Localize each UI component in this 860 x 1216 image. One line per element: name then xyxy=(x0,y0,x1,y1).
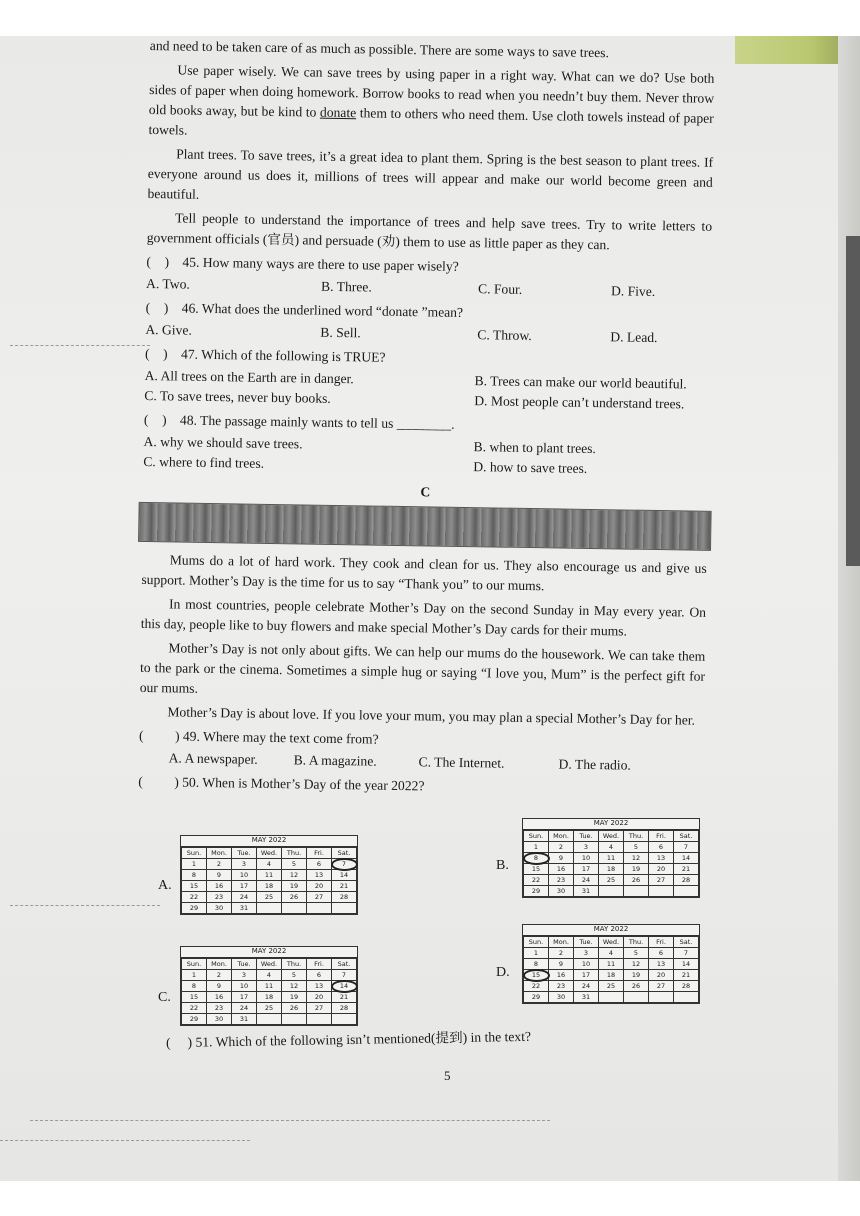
option-label-d: D. xyxy=(496,965,510,980)
calendar-day-cell: 15 xyxy=(524,970,549,981)
calendar-day-cell: 15 xyxy=(182,881,207,892)
calendar-day-cell: 12 xyxy=(624,853,649,864)
calendar-header-cell: Sun. xyxy=(524,831,549,842)
calendar-day-cell: 8 xyxy=(524,959,549,970)
calendar-day-cell: 5 xyxy=(282,859,307,870)
calendar-day-cell: 13 xyxy=(649,959,674,970)
calendar-header-cell: Tue. xyxy=(232,848,257,859)
calendar-day-cell: 19 xyxy=(282,992,307,1003)
calendar-day-cell: 12 xyxy=(282,870,307,881)
passage-b-p1: Use paper wisely. We can save trees by using paper in a right way. What can we do? Use both sides of paper when doing homework. Borrow books to read when you needn’t buy them. Never throw old books away, but be kind to donate them to others who need them. Use cloth towels instead of paper towels. xyxy=(148,62,715,138)
calendar-day-cell: 16 xyxy=(549,970,574,981)
calendar-day-cell: 21 xyxy=(332,881,357,892)
calendar-day-cell: 23 xyxy=(207,892,232,903)
calendar-day-cell: 21 xyxy=(332,992,357,1003)
calendar-day-cell: 29 xyxy=(524,992,549,1003)
calendar-day-cell: 31 xyxy=(232,903,257,914)
calendar-day-cell: 8 xyxy=(182,870,207,881)
calendar-header-cell: Mon. xyxy=(207,959,232,970)
calendar-day-cell: 17 xyxy=(232,881,257,892)
calendar-day-cell: 7 xyxy=(674,842,699,853)
calendar-day-cell: 19 xyxy=(624,970,649,981)
calendar-header-cell: Sat. xyxy=(674,937,699,948)
calendar-title: MAY 2022 xyxy=(523,925,699,936)
calendar-day-cell: 6 xyxy=(649,948,674,959)
calendar-day-cell: 27 xyxy=(307,1003,332,1014)
calendar-day-cell: 10 xyxy=(232,870,257,881)
calendar-day-cell: 11 xyxy=(599,959,624,970)
calendar-day-cell: 10 xyxy=(574,853,599,864)
calendar-day-cell: 26 xyxy=(624,875,649,886)
calendar-day-cell: 26 xyxy=(282,892,307,903)
calendar-day-cell xyxy=(599,992,624,1003)
calendar-day-cell: 12 xyxy=(282,981,307,992)
calendar-title: MAY 2022 xyxy=(523,819,699,830)
calendar-day-cell: 16 xyxy=(207,992,232,1003)
calendar-day-cell xyxy=(649,886,674,897)
calendar-day-cell: 11 xyxy=(599,853,624,864)
calendar-day-cell: 28 xyxy=(332,1003,357,1014)
calendar-day-cell: 11 xyxy=(257,981,282,992)
calendar-day-cell: 18 xyxy=(599,864,624,875)
calendar-day-cell: 30 xyxy=(549,886,574,897)
calendar-header-cell: Thu. xyxy=(624,831,649,842)
calendar-day-cell: 13 xyxy=(649,853,674,864)
calendar-day-cell: 23 xyxy=(207,1003,232,1014)
calendar-day-cell: 22 xyxy=(524,981,549,992)
calendar-header-cell: Fri. xyxy=(649,937,674,948)
calendar-header-cell: Mon. xyxy=(549,937,574,948)
calendar-day-cell: 23 xyxy=(549,875,574,886)
options-46: A. Give. B. Sell. C. Throw. D. Lead. xyxy=(145,321,658,346)
question-46: ( ) 46. What does the underlined word “donate ”mean? xyxy=(145,299,464,320)
calendar-day-cell: 4 xyxy=(599,842,624,853)
passage-b-p3: Tell people to understand the importance of trees and help save trees. Try to write letters to government officials (官员) and persuade (劝) them to use as little paper as they can. xyxy=(146,210,713,253)
passage-b-p2: Plant trees. To save trees, it’s a great idea to plant them. Spring is the best season to plant trees. If everyone around us does it, millions of trees will appear and make our world become green and beautiful. xyxy=(147,146,714,202)
calendar-day-cell: 12 xyxy=(624,959,649,970)
calendar-day-cell: 8 xyxy=(182,981,207,992)
calendar-header-cell: Sun. xyxy=(524,937,549,948)
calendar-day-cell xyxy=(599,886,624,897)
calendar-header-cell: Mon. xyxy=(549,831,574,842)
calendar-day-cell xyxy=(674,992,699,1003)
calendar-day-cell: 15 xyxy=(182,992,207,1003)
question-48: ( ) 48. The passage mainly wants to tell us ________. xyxy=(143,411,455,432)
calendar-day-cell: 26 xyxy=(282,1003,307,1014)
calendar-day-cell: 14 xyxy=(674,959,699,970)
calendar-day-cell: 23 xyxy=(549,981,574,992)
calendar-day-cell xyxy=(257,1014,282,1025)
calendar-day-cell xyxy=(624,886,649,897)
option-label-c: C. xyxy=(158,990,171,1005)
calendar-day-cell: 1 xyxy=(524,948,549,959)
calendar-day-cell: 2 xyxy=(549,842,574,853)
calendar-day-cell: 9 xyxy=(207,870,232,881)
calendar-day-cell: 16 xyxy=(549,864,574,875)
calendar-header-cell: Wed. xyxy=(257,848,282,859)
calendar-day-cell: 7 xyxy=(332,859,357,870)
passage-c-p3: Mother’s Day is not only about gifts. We can help our mums do the housework. We can take them to the park or the cinema. Sometimes a simple hug or saying “I love you, Mum” is the perfect gift for our mums. xyxy=(139,640,706,696)
passage-c-p4: Mother’s Day is about love. If you love your mum, you may plan a special Mother’s Day for her. xyxy=(167,704,696,728)
passage-b-p0: and need to be taken care of as much as possible. There are some ways to save trees. xyxy=(149,37,610,61)
calendar-title: MAY 2022 xyxy=(181,836,357,847)
calendar-day-cell: 28 xyxy=(332,892,357,903)
calendar-day-cell xyxy=(674,886,699,897)
calendar-day-cell: 2 xyxy=(207,970,232,981)
calendar-day-cell: 3 xyxy=(232,859,257,870)
question-49: ( ) 49. Where may the text come from? xyxy=(138,727,379,747)
page-number: 5 xyxy=(444,1068,451,1083)
calendar-header-cell: Fri. xyxy=(307,959,332,970)
question-47: ( ) 47. Which of the following is TRUE? xyxy=(144,345,386,365)
calendar-day-cell: 28 xyxy=(674,981,699,992)
calendar-day-cell: 4 xyxy=(257,859,282,870)
calendar-day-cell: 31 xyxy=(574,886,599,897)
calendar-day-cell: 6 xyxy=(649,842,674,853)
calendar-day-cell: 1 xyxy=(182,859,207,870)
calendar-day-cell: 30 xyxy=(549,992,574,1003)
calendar-day-cell: 2 xyxy=(549,948,574,959)
calendar-day-cell: 24 xyxy=(574,981,599,992)
calendar-day-cell: 24 xyxy=(574,875,599,886)
calendar-header-cell: Mon. xyxy=(207,848,232,859)
calendar-header-cell: Wed. xyxy=(257,959,282,970)
calendar-header-cell: Fri. xyxy=(307,848,332,859)
calendar-header-cell: Wed. xyxy=(599,937,624,948)
options-45: A. Two. B. Three. C. Four. D. Five. xyxy=(145,275,656,299)
calendar-day-cell: 18 xyxy=(599,970,624,981)
calendar-day-cell xyxy=(282,903,307,914)
calendar-day-cell: 4 xyxy=(257,970,282,981)
calendar-day-cell: 29 xyxy=(182,1014,207,1025)
calendar-day-cell: 20 xyxy=(307,881,332,892)
passage-c-p1: Mums do a lot of hard work. They cook and clean for us. They also encourage us and give us support. Mother’s Day is the time for us to say “Thank you” to our mums. xyxy=(141,552,707,594)
section-heading: C xyxy=(420,484,431,500)
calendar-day-cell xyxy=(307,1014,332,1025)
calendar-day-cell: 20 xyxy=(649,970,674,981)
calendar-day-cell: 10 xyxy=(232,981,257,992)
calendar-day-cell: 18 xyxy=(257,881,282,892)
calendar-header-cell: Sun. xyxy=(182,848,207,859)
option-label-a: A. xyxy=(158,878,172,893)
calendar-day-cell: 21 xyxy=(674,970,699,981)
calendar-day-cell: 5 xyxy=(624,842,649,853)
calendar-c xyxy=(180,946,358,1026)
calendar-day-cell: 22 xyxy=(524,875,549,886)
question-51: ( ) 51. Which of the following isn’t mentioned(提到) in the text? xyxy=(165,1028,532,1051)
calendar-day-cell: 5 xyxy=(282,970,307,981)
calendar-day-cell: 29 xyxy=(524,886,549,897)
calendar-header-cell: Tue. xyxy=(574,937,599,948)
calendar-day-cell: 14 xyxy=(674,853,699,864)
next-page-edge xyxy=(838,36,860,1181)
calendar-day-cell: 25 xyxy=(599,875,624,886)
calendar-header-cell: Fri. xyxy=(649,831,674,842)
calendar-day-cell: 6 xyxy=(307,859,332,870)
page-content xyxy=(138,36,715,803)
calendar-day-cell xyxy=(257,903,282,914)
calendar-header-cell: Sat. xyxy=(674,831,699,842)
calendar-day-cell: 30 xyxy=(207,903,232,914)
calendar-day-cell: 6 xyxy=(307,970,332,981)
calendar-header-cell: Wed. xyxy=(599,831,624,842)
calendar-header-cell: Thu. xyxy=(624,937,649,948)
calendar-day-cell: 16 xyxy=(207,881,232,892)
calendar-day-cell: 2 xyxy=(207,859,232,870)
calendar-day-cell: 19 xyxy=(282,881,307,892)
calendar-day-cell: 9 xyxy=(549,959,574,970)
calendar-day-cell: 18 xyxy=(257,992,282,1003)
calendar-day-cell xyxy=(332,1014,357,1025)
calendar-day-cell: 22 xyxy=(182,1003,207,1014)
section-banner-image xyxy=(138,502,712,551)
question-45: ( ) 45. How many ways are there to use paper wisely? xyxy=(146,253,459,274)
calendar-day-cell: 11 xyxy=(257,870,282,881)
calendar-day-cell xyxy=(307,903,332,914)
question-50: ( ) 50. When is Mother’s Day of the year 2022? xyxy=(138,773,425,794)
calendar-day-cell: 29 xyxy=(182,903,207,914)
calendar-day-cell: 25 xyxy=(599,981,624,992)
calendar-day-cell: 31 xyxy=(232,1014,257,1025)
calendar-day-cell: 5 xyxy=(624,948,649,959)
calendar-day-cell: 25 xyxy=(257,892,282,903)
calendar-day-cell xyxy=(649,992,674,1003)
calendar-day-cell: 30 xyxy=(207,1014,232,1025)
calendar-header-cell: Tue. xyxy=(574,831,599,842)
calendar-day-cell: 27 xyxy=(649,875,674,886)
calendar-day-cell: 17 xyxy=(574,970,599,981)
calendar-day-cell: 24 xyxy=(232,1003,257,1014)
calendar-day-cell: 1 xyxy=(182,970,207,981)
calendar-day-cell: 21 xyxy=(674,864,699,875)
calendar-day-cell: 26 xyxy=(624,981,649,992)
calendar-day-cell: 31 xyxy=(574,992,599,1003)
options-48: A. why we should save trees. B. when to plant trees. C. where to find trees. D. how to save trees. xyxy=(143,433,597,476)
calendar-day-cell: 3 xyxy=(574,842,599,853)
calendar-header-cell: Thu. xyxy=(282,959,307,970)
calendar-day-cell: 7 xyxy=(674,948,699,959)
calendar-day-cell: 22 xyxy=(182,892,207,903)
calendar-day-cell: 4 xyxy=(599,948,624,959)
calendar-day-cell: 17 xyxy=(574,864,599,875)
calendar-day-cell: 10 xyxy=(574,959,599,970)
calendar-title: MAY 2022 xyxy=(181,947,357,958)
calendar-header-cell: Sun. xyxy=(182,959,207,970)
calendar-header-cell: Sat. xyxy=(332,848,357,859)
calendar-day-cell: 13 xyxy=(307,981,332,992)
calendar-day-cell: 13 xyxy=(307,870,332,881)
calendar-day-cell: 14 xyxy=(332,981,357,992)
calendar-day-cell: 17 xyxy=(232,992,257,1003)
calendar-header-cell: Sat. xyxy=(332,959,357,970)
calendar-day-cell: 1 xyxy=(524,842,549,853)
options-49: A. A newspaper. B. A magazine. C. The Internet. D. The radio. xyxy=(168,750,631,773)
calendar-day-cell: 9 xyxy=(207,981,232,992)
calendar-a xyxy=(180,835,358,915)
underlined-word: donate xyxy=(319,104,357,121)
calendar-day-cell: 9 xyxy=(549,853,574,864)
option-label-b: B. xyxy=(496,858,509,873)
calendar-day-cell: 19 xyxy=(624,864,649,875)
calendar-day-cell xyxy=(282,1014,307,1025)
calendar-day-cell: 7 xyxy=(332,970,357,981)
calendar-day-cell: 3 xyxy=(232,970,257,981)
calendar-day-cell: 25 xyxy=(257,1003,282,1014)
calendar-day-cell: 3 xyxy=(574,948,599,959)
options-47: A. All trees on the Earth are in danger. B. Trees can make our world beautiful. C. To save trees, never buy books. D. Most people can’t understand trees. xyxy=(144,367,687,412)
calendar-d xyxy=(522,924,700,1004)
calendar-day-cell xyxy=(332,903,357,914)
calendar-day-cell: 28 xyxy=(674,875,699,886)
calendar-day-cell xyxy=(624,992,649,1003)
calendar-day-cell: 8 xyxy=(524,853,549,864)
calendar-day-cell: 15 xyxy=(524,864,549,875)
calendar-day-cell: 27 xyxy=(649,981,674,992)
calendar-header-cell: Thu. xyxy=(282,848,307,859)
calendar-day-cell: 24 xyxy=(232,892,257,903)
calendar-day-cell: 20 xyxy=(649,864,674,875)
calendar-b xyxy=(522,818,700,898)
calendar-day-cell: 14 xyxy=(332,870,357,881)
calendar-day-cell: 20 xyxy=(307,992,332,1003)
passage-c-p2: In most countries, people celebrate Mother’s Day on the second Sunday in May every year. On this day, people like to buy flowers and make special Mother’s Day cards for their mums. xyxy=(140,596,707,639)
calendar-header-cell: Tue. xyxy=(232,959,257,970)
calendar-day-cell: 27 xyxy=(307,892,332,903)
